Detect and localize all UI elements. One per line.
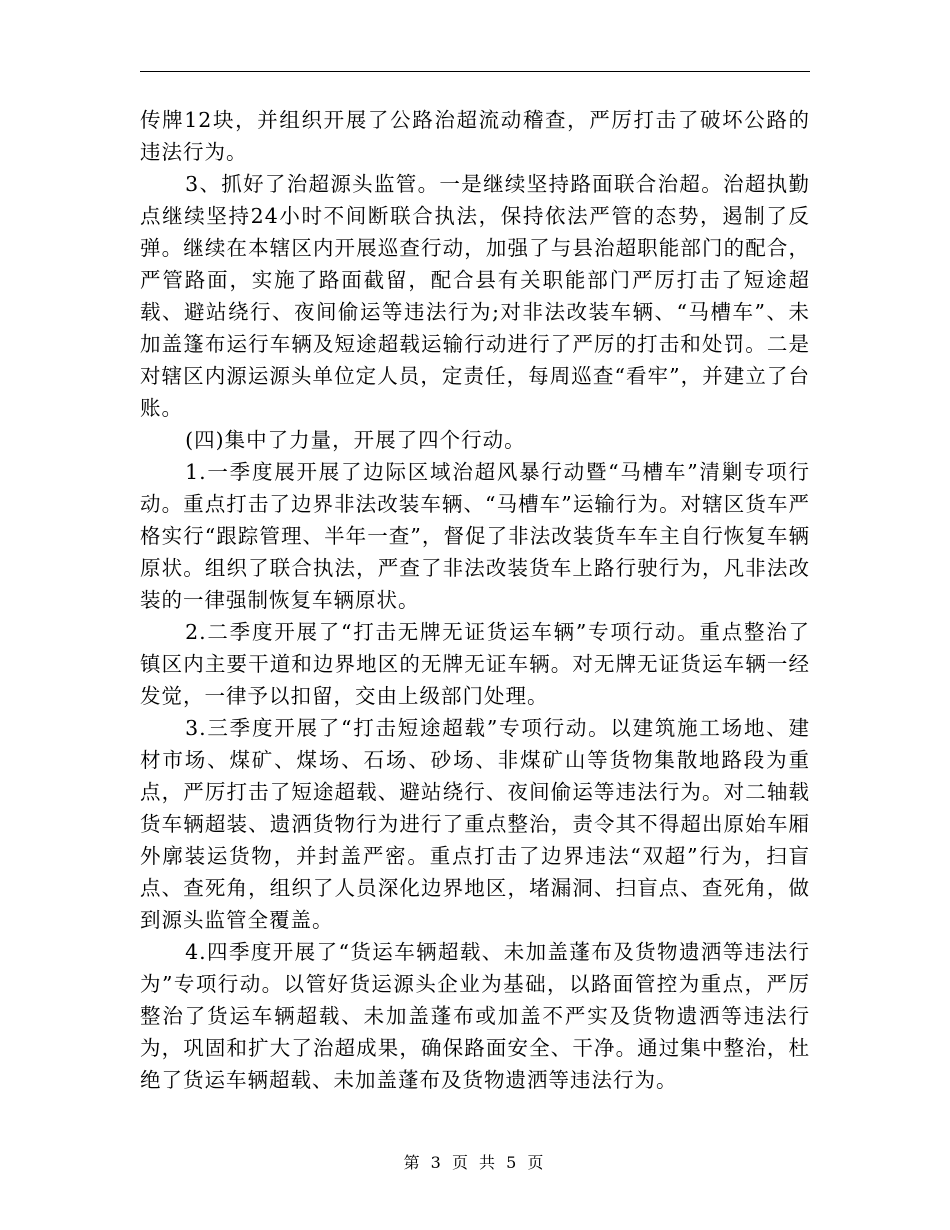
- paragraph-source-supervision: 3、抓好了治超源头监管。一是继续坚持路面联合治超。治超执勤点继续坚持24小时不间断联合执法，保持依法严管的态势，遏制了反弹。继续在本辖区内开展巡查行动，加强了与县治超职能部门的配合，严管路面，实施了路面截留，配合县有关职能部门严厉打击了短途超载、避站绕行、夜间偷运等违法行为;对非法改装车辆、“马槽车”、未加盖篷布运行车辆及短途超载运输行动进行了严厉的打击和处罚。二是对辖区内源运源头单位定人员，定责任，每周巡查“看牢”，并建立了台账。: [140, 172, 810, 420]
- paragraph-q3-action: 3.三季度开展了“打击短途超载”专项行动。以建筑施工场地、建材市场、煤矿、煤场、石场、砂场、非煤矿山等货物集散地路段为重点，严厉打击了短途超载、避站绕行、夜间偷运等违法行为。对二轴载货车辆超装、遗洒货物行为进行了重点整治，责令其不得超出原始车厢外廓装运货物，并封盖严密。重点打击了边界违法“双超”行为，扫盲点、查死角，组织了人员深化边界地区，堵漏洞、扫盲点、查死角，做到源头监管全覆盖。: [140, 716, 810, 932]
- section-heading-four-actions: (四)集中了力量，开展了四个行动。: [185, 428, 526, 452]
- document-body: [140, 104, 810, 1096]
- paragraph-q4-action: 4.四季度开展了“货运车辆超载、未加盖蓬布及货物遗洒等违法行为”专项行动。以管好货运源头企业为基础，以路面管控为重点，严厉整治了货运车辆超载、未加盖蓬布或加盖不严实及货物遗洒等违法行为，巩固和扩大了治超成果，确保路面安全、干净。通过集中整治，杜绝了货运车辆超载、未加盖蓬布及货物遗洒等违法行为。: [140, 940, 810, 1092]
- paragraph-continuation: 传牌12块，并组织开展了公路治超流动稽查，严厉打击了破坏公路的违法行为。: [140, 108, 810, 164]
- paragraph-q2-action: 2.二季度开展了“打击无牌无证货运车辆”专项行动。重点整治了镇区内主要干道和边界地区的无牌无证车辆。对无牌无证货运车辆一经发觉，一律予以扣留，交由上级部门处理。: [140, 620, 810, 708]
- page-number: 第 3 页 共 5 页: [403, 1153, 547, 1172]
- paragraph-q1-action: 1.一季度展开展了边际区域治超风暴行动暨“马槽车”清剿专项行动。重点打击了边界非法改装车辆、“马槽车”运输行为。对辖区货车严格实行“跟踪管理、半年一查”，督促了非法改装货车车主自行恢复车辆原状。组织了联合执法，严查了非法改装货车上路行驶行为，凡非法改装的一律强制恢复车辆原状。: [140, 460, 810, 612]
- header-rule: [140, 71, 810, 72]
